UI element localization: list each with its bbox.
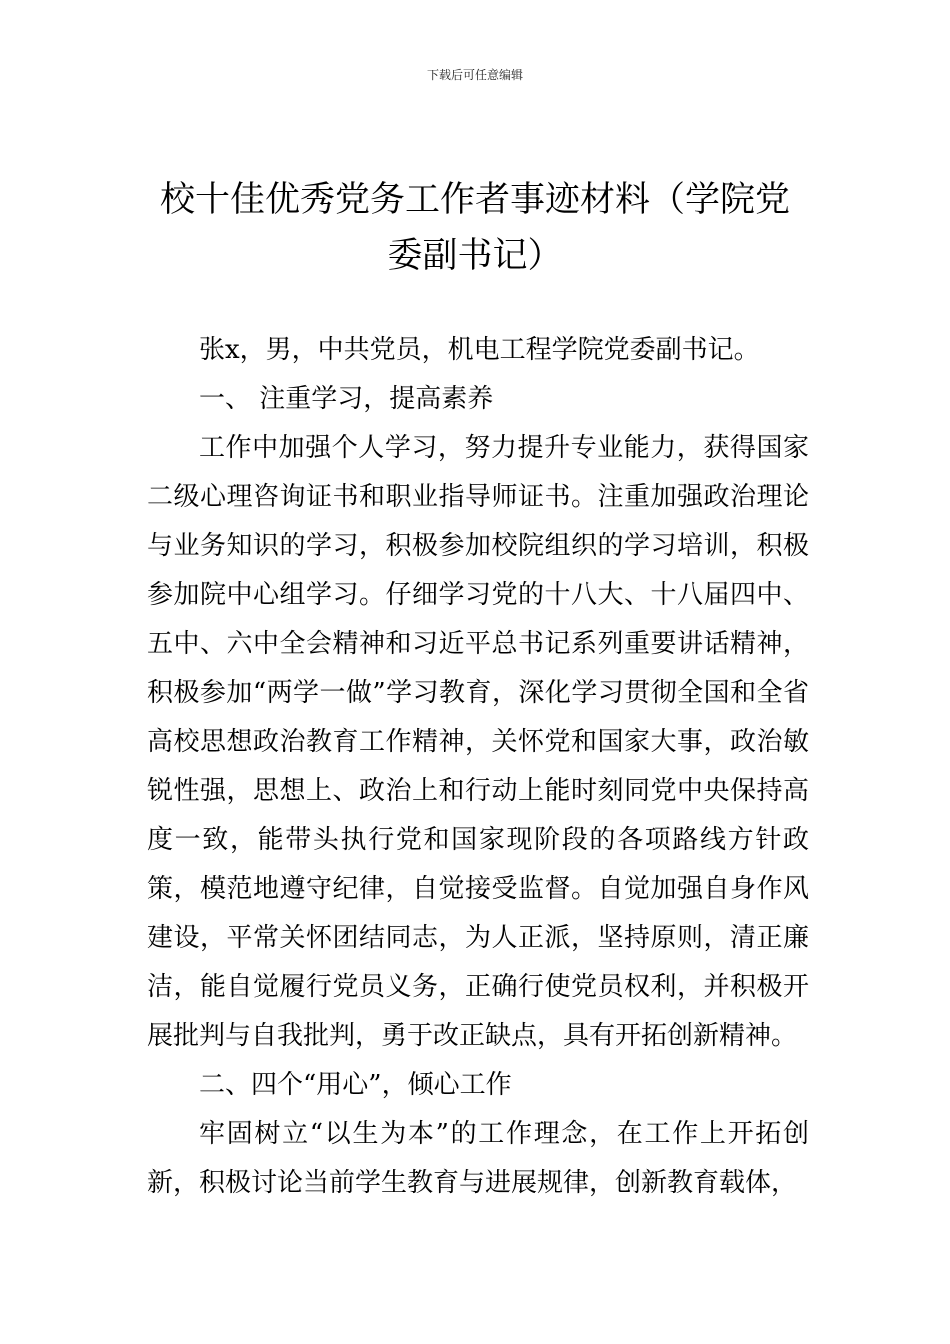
body-paragraph: 工作中加强个人学习，努力提升专业能力，获得国家二级心理咨询证书和职业指导师证书。注重加强政治理论与业务知识的学习，积极参加校院组织的学习培训，积极参加院中心组学习。仔细学习党的十八大、十八届四中、五中、六中全会精神和习近平总书记系列重要讲话精神，积极参加“两学一做”学习教育，深化学习贯彻全国和全省高校思想政治教育工作精神，关怀党和国家大事，政治敏锐性强，思想上、政治上和行动上能时刻同党中央保持高度一致，能带头执行党和国家现阶段的各项路线方针政策，模范地遵守纪律，自觉接受监督。自觉加强自身作风建设，平常关怀团结同志，为人正派，坚持原则，清正廉洁，能自觉履行党员义务，正确行使党员权利，并积极开展批判与自我批判，勇于改正缺点，具有开拓创新精神。	[147, 433, 809, 1051]
document-title	[130, 172, 820, 284]
section-heading-2: 二、四个“用心”，倾心工作	[199, 1070, 512, 1100]
section-heading-1: 一、 注重学习，提高素养	[199, 384, 494, 414]
title-line-2: 委副书记）	[387, 236, 563, 276]
body-paragraph: 牢固树立“以生为本”的工作理念，在工作上开拓创新，积极讨论当前学生教育与进展规律，创新教育载体，	[147, 1119, 809, 1198]
title-line-1: 校十佳优秀党务工作者事迹材料（学院党	[159, 180, 790, 220]
header-note: 下载后可任意编辑	[426, 68, 523, 82]
intro-paragraph: 张x，男，中共党员，机电工程学院党委副书记。	[199, 335, 760, 365]
document-body	[147, 326, 809, 1208]
